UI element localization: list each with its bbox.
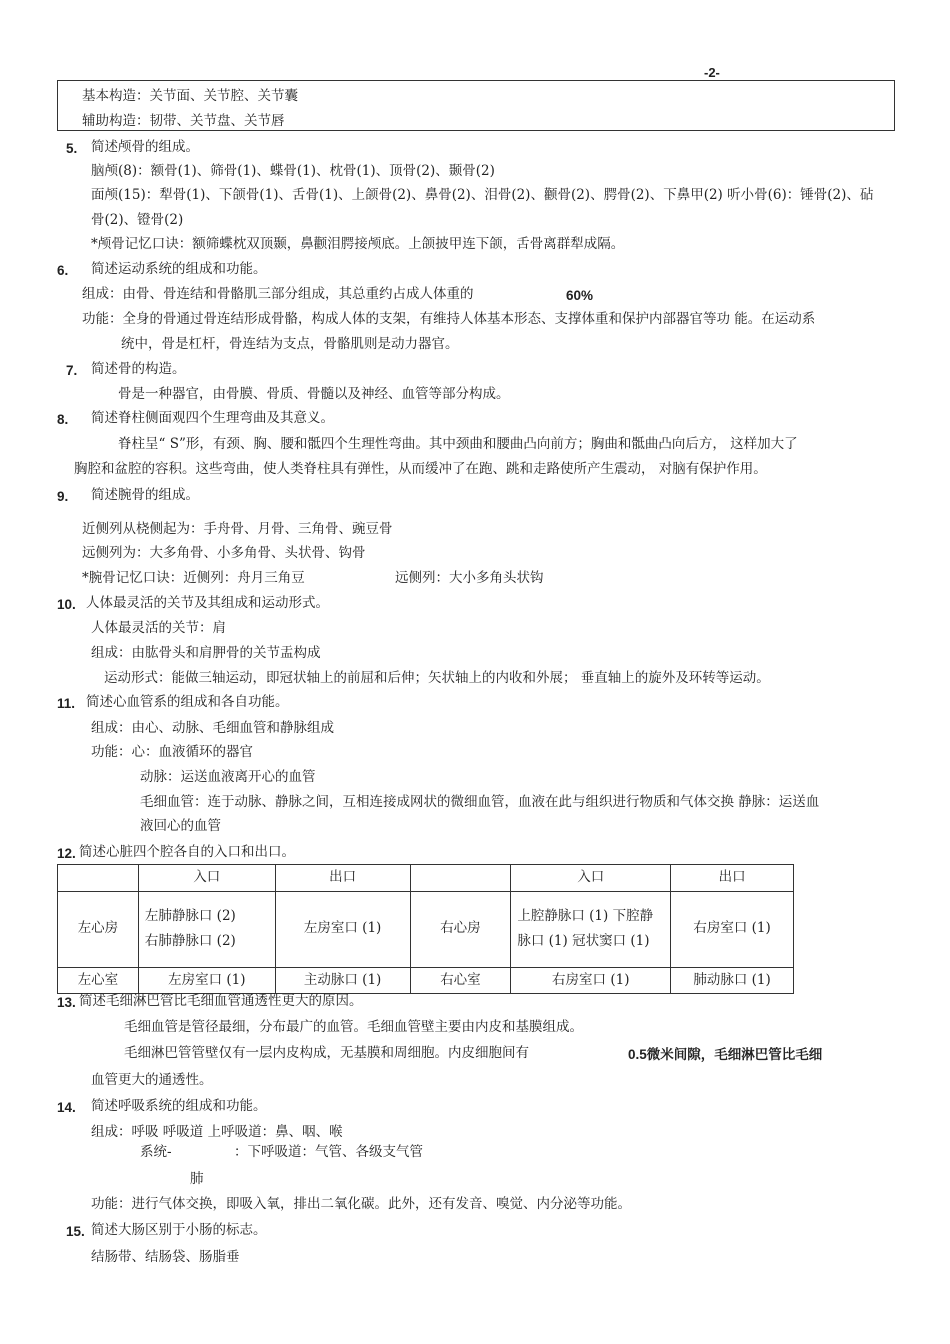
q14-line-3: 肺 bbox=[190, 1171, 204, 1187]
box-line-1: 基本构造：关节面、关节腔、关节囊 bbox=[82, 88, 298, 104]
table-header-cell bbox=[58, 865, 139, 892]
q9-line-1: 近侧列从桡侧起为：手舟骨、月骨、三角骨、豌豆骨 bbox=[82, 521, 393, 537]
box-line-2: 辅助构造：韧带、关节盘、关节唇 bbox=[82, 113, 285, 129]
table-cell: 右房室口 (1) bbox=[511, 967, 671, 994]
q14-line-2a: 系统- bbox=[140, 1144, 172, 1160]
q6-title: 简述运动系统的组成和功能。 bbox=[91, 261, 267, 277]
q11-line-2: 功能：心：血液循环的器官 bbox=[91, 744, 253, 760]
q6-line-1: 组成：由骨、骨连结和骨骼肌三部分组成，其总重约占成人体重的 bbox=[82, 286, 474, 302]
table-cell-line: 左肺静脉口 (2) bbox=[144, 907, 236, 924]
q13-number: 13. bbox=[57, 995, 76, 1010]
q15-line-1: 结肠带、结肠袋、肠脂垂 bbox=[91, 1249, 240, 1265]
q5-line-1: 脑颅(8)：额骨(1)、筛骨(1)、蝶骨(1)、枕骨(1)、顶骨(2)、颞骨(2) bbox=[91, 163, 495, 179]
q12-number: 12. bbox=[57, 846, 76, 861]
table-header-cell bbox=[410, 865, 511, 892]
table-header-cell: 出口 bbox=[671, 865, 794, 892]
q9-line-3a: *腕骨记忆口诀：近侧列：舟月三角豆 bbox=[82, 570, 305, 586]
table-cell bbox=[138, 891, 275, 967]
q7-title: 简述骨的构造。 bbox=[91, 361, 186, 377]
table-header-cell: 出口 bbox=[275, 865, 410, 892]
q15-title: 简述大肠区别于小肠的标志。 bbox=[91, 1222, 267, 1238]
q14-title: 简述呼吸系统的组成和功能。 bbox=[91, 1098, 267, 1114]
table-cell: 肺动脉口 (1) bbox=[671, 967, 794, 994]
table-row bbox=[58, 967, 794, 994]
q10-line-2: 组成：由肱骨头和肩胛骨的关节盂构成 bbox=[91, 645, 321, 661]
q11-line-5: 液回心的血管 bbox=[140, 818, 221, 834]
q9-title: 简述腕骨的组成。 bbox=[91, 487, 199, 503]
q7-line-1: 骨是一种器官，由骨膜、骨质、骨髓以及神经、血管等部分构成。 bbox=[118, 386, 510, 402]
q12-title: 简述心脏四个腔各自的入口和出口。 bbox=[79, 844, 295, 860]
table-cell: 左房室口 (1) bbox=[138, 967, 275, 994]
table-cell: 主动脉口 (1) bbox=[275, 967, 410, 994]
q8-title: 简述脊柱侧面观四个生理弯曲及其意义。 bbox=[91, 410, 334, 426]
q6-percentage: 60% bbox=[566, 288, 594, 303]
q7-number: 7. bbox=[66, 363, 78, 378]
q9-line-3b: 远侧列：大小多角头状钩 bbox=[395, 570, 544, 586]
q13-line-2b: 0.5微米间隙，毛细淋巴管比毛细 bbox=[628, 1047, 823, 1062]
table-cell: 左房室口 (1) bbox=[275, 891, 410, 967]
q11-title: 简述心血管系的组成和各自功能。 bbox=[86, 694, 289, 710]
q6-number: 6. bbox=[57, 263, 69, 278]
q9-number: 9. bbox=[57, 489, 69, 504]
q8-line-2: 胸腔和盆腔的容积。这些弯曲，使人类脊柱具有弹性，从而缓冲了在跑、跳和走路使所产生震动， 对脑有保护作用。 bbox=[74, 461, 767, 477]
q10-title: 人体最灵活的关节及其组成和运动形式。 bbox=[86, 595, 329, 611]
q5-line-2: 面颅(15)：犁骨(1)、下颌骨(1)、舌骨(1)、上颌骨(2)、鼻骨(2)、泪骨(2)、颧骨(2)、腭骨(2)、下鼻甲(2) 听小骨(6)：锤骨(2)、砧 bbox=[91, 187, 874, 203]
q8-number: 8. bbox=[57, 412, 69, 427]
table-header-row bbox=[58, 865, 794, 892]
table-cell-line: 上腔静脉口 (1) 下腔静 bbox=[517, 907, 654, 924]
q9-line-2: 远侧列为：大多角骨、小多角骨、头状骨、钩骨 bbox=[82, 545, 366, 561]
q13-title: 简述毛细淋巴管比毛细血管通透性更大的原因。 bbox=[79, 993, 363, 1009]
q13-line-1: 毛细血管是管径最细，分布最广的血管。毛细血管壁主要由内皮和基膜组成。 bbox=[124, 1019, 583, 1035]
table-header-cell: 入口 bbox=[511, 865, 671, 892]
q13-line-3: 血管更大的通透性。 bbox=[91, 1072, 213, 1088]
table-cell: 右心房 bbox=[410, 891, 511, 967]
q5-line-4: *颅骨记忆口诀：额筛蝶枕双顶颞，鼻颧泪腭接颅底。上颌披甲连下颌，舌骨离群犁成隔。 bbox=[91, 236, 625, 252]
table-cell: 左心房 bbox=[58, 891, 139, 967]
table-cell: 左心室 bbox=[58, 967, 139, 994]
q6-line-3: 统中，骨是杠杆，骨连结为支点，骨骼肌则是动力器官。 bbox=[121, 336, 459, 352]
q10-line-1: 人体最灵活的关节：肩 bbox=[91, 620, 226, 636]
q11-line-3: 动脉：运送血液离开心的血管 bbox=[140, 769, 316, 785]
table-header-cell: 入口 bbox=[138, 865, 275, 892]
q14-number: 14. bbox=[57, 1100, 76, 1115]
q10-line-3: 运动形式：能做三轴运动，即冠状轴上的前屈和后伸；矢状轴上的内收和外展； 垂直轴上的旋外及环转等运动。 bbox=[104, 670, 770, 686]
q11-line-1: 组成：由心、动脉、毛细血管和静脉组成 bbox=[91, 720, 334, 736]
q10-number: 10. bbox=[57, 597, 76, 612]
q14-line-4: 功能：进行气体交换，即吸入氧，排出二氧化碳。此外，还有发音、嗅觉、内分泌等功能。 bbox=[91, 1196, 631, 1212]
table-cell: 右心室 bbox=[410, 967, 511, 994]
table-cell-line: 脉口 (1) 冠状窦口 (1) bbox=[517, 933, 650, 950]
table-cell: 右房室口 (1) bbox=[671, 891, 794, 967]
q13-line-2a: 毛细淋巴管管壁仅有一层内皮构成，无基膜和周细胞。内皮细胞间有 bbox=[124, 1045, 529, 1061]
q11-line-4: 毛细血管：连于动脉、静脉之间，互相连接成网状的微细血管，血液在此与组织进行物质和气体交换 静脉：运送血 bbox=[140, 794, 820, 810]
table-cell bbox=[511, 891, 671, 967]
q5-line-3: 骨(2)、镫骨(2) bbox=[91, 212, 184, 228]
q5-number: 5. bbox=[66, 141, 78, 156]
q6-line-2: 功能：全身的骨通过骨连结形成骨骼，构成人体的支架，有维持人体基本形态、支撑体重和保护内部器官等功 能。在运动系 bbox=[82, 311, 816, 327]
q14-line-2b: ：下呼吸道：气管、各级支气管 bbox=[234, 1144, 423, 1160]
q5-title: 简述颅骨的组成。 bbox=[91, 139, 199, 155]
table-row bbox=[58, 891, 794, 967]
page-number: -2- bbox=[704, 65, 720, 80]
table-cell-line: 右肺静脉口 (2) bbox=[144, 933, 236, 950]
q14-line-1: 组成：呼吸 呼吸道 上呼吸道：鼻、咽、喉 bbox=[91, 1124, 343, 1140]
heart-chambers-table bbox=[57, 864, 794, 994]
q15-number: 15. bbox=[66, 1224, 85, 1239]
q8-line-1: 脊柱呈“ S”形，有颈、胸、腰和骶四个生理性弯曲。其中颈曲和腰曲凸向前方；胸曲和骶曲凸向后方， 这样加大了 bbox=[118, 436, 798, 452]
q11-number: 11. bbox=[57, 696, 76, 711]
